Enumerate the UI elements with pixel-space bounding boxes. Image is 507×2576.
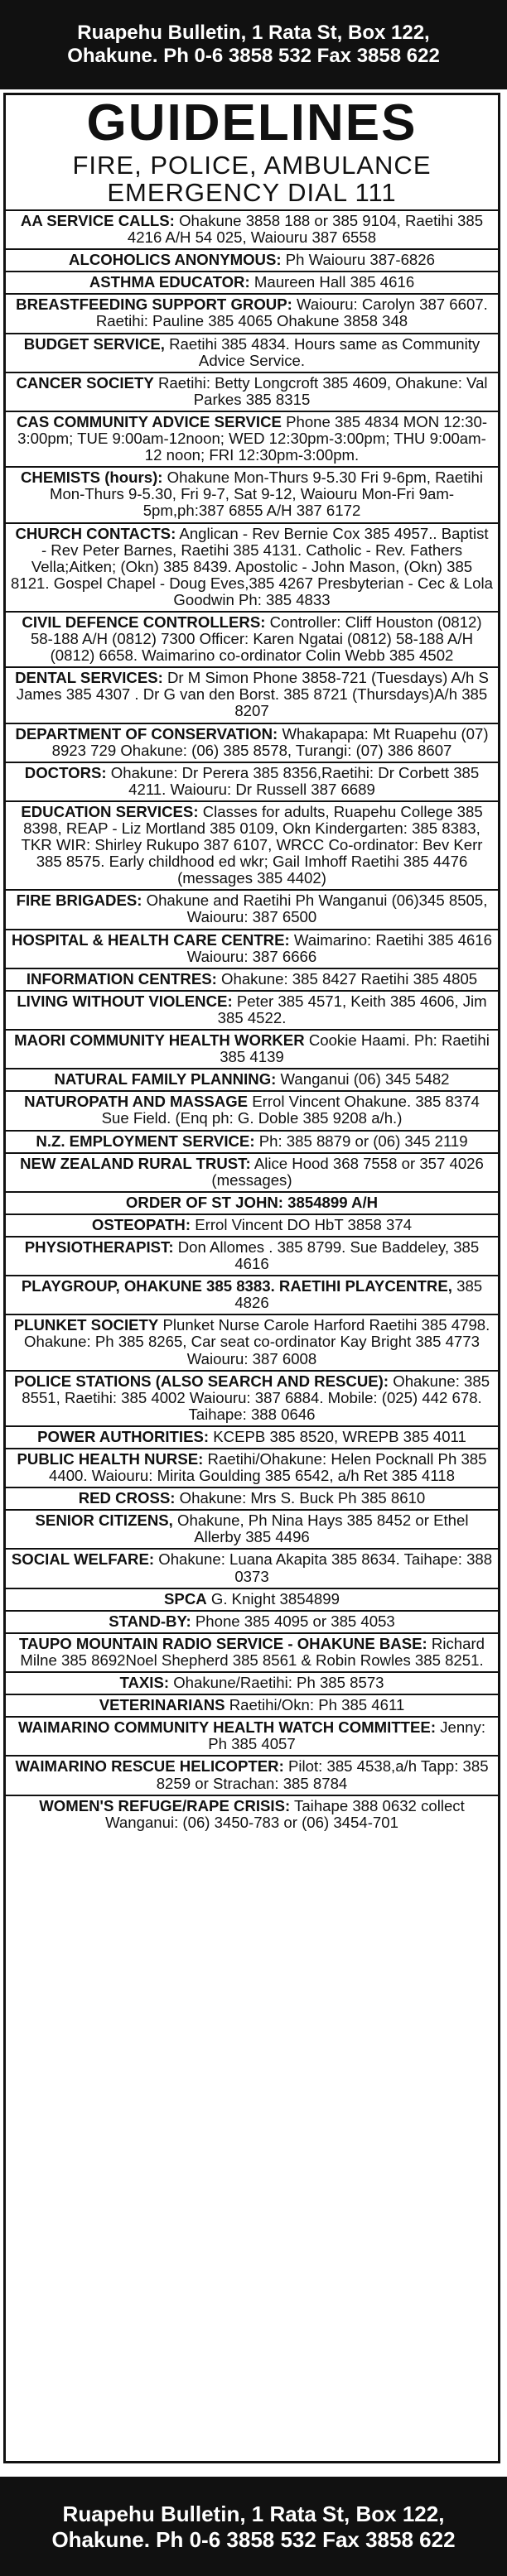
guideline-entry — [6, 1755, 498, 1794]
guideline-entry — [6, 1029, 498, 1068]
entry-heading: NATUROPATH AND MASSAGE — [24, 1093, 249, 1111]
entry-heading: HOSPITAL & HEALTH CARE CENTRE: — [11, 930, 290, 949]
guideline-entry — [6, 372, 498, 411]
entry-details: Errol Vincent Ohakune. 385 8374 Sue Field. (Enq ph: G. Doble 385 9208 a/h.) — [101, 1093, 480, 1127]
entry-details: Richard Milne 385 8692Noel Shepherd 385 8561 & Robin Rowles 385 8251. — [20, 1634, 485, 1669]
bottom-banner-line-1: Ruapehu Bulletin, 1 Rata St, Box 122, — [62, 2502, 445, 2526]
entry-details: Ohakune: 385 8551, Raetihi: 385 4002 Waiouru: 387 6884. Mobile: (025) 442 678. Taihape: 388 0646 — [22, 1372, 490, 1423]
entry-details: Whakapapa: Mt Ruapehu (07) 8923 729 Ohakune: (06) 385 8578, Turangi: (07) 386 8607 — [51, 724, 489, 759]
entry-heading: INFORMATION CENTRES: — [26, 969, 217, 988]
entry-details: Ph Waiouru 387-6826 — [285, 251, 435, 269]
entry-details: Ph: 385 8879 or (06) 345 2119 — [258, 1132, 468, 1150]
guideline-entry — [6, 1632, 498, 1671]
guideline-entry — [6, 209, 498, 248]
entry-heading: CIVIL DEFENCE CONTROLLERS: — [22, 613, 266, 631]
entry-details: Ohakune: Luana Akapita 385 8634. Taihape: 388 0373 — [158, 1550, 493, 1585]
guideline-entry — [6, 1548, 498, 1587]
entry-details: Taihape 388 0632 collect Wanganui: (06) 3450-783 or (06) 3454-701 — [105, 1796, 465, 1831]
entry-heading: NEW ZEALAND RURAL TRUST: — [20, 1154, 251, 1172]
guideline-entry — [6, 1610, 498, 1632]
top-banner — [0, 0, 507, 89]
guideline-entry — [6, 1214, 498, 1236]
entry-heading: WOMEN'S REFUGE/RAPE CRISIS: — [39, 1796, 291, 1814]
entry-heading: AA SERVICE CALLS: — [20, 212, 175, 229]
entry-details: Classes for adults, Ruapehu College 385 8398, REAP - Liz Mortland 385 0109, Okn Kindergarten: 385 8383, TKR WIR: Shirley Rukupo 387 6107, WRCC Co-ordinator: Bev Kerr 385 8575. Early childhood ed wkr; Gail Imhoff Raetihi 385 4476 (messages 385 4402) — [21, 802, 483, 887]
top-banner-line-1: Ruapehu Bulletin, 1 Rata St, Box 122, — [77, 22, 430, 44]
entry-heading: PUBLIC HEALTH NURSE: — [17, 1450, 204, 1468]
entry-details: Controller: Cliff Houston (0812) 58-188 A/H (0812) 7300 Officer: Karen Ngatai (0812) 58-188 A/H (0812) 6658. Waimarino co-ordinator Colin Webb 385 4502 — [30, 613, 482, 665]
entry-details: Pilot: 385 4538,a/h Tapp: 385 8259 or Strachan: 385 8784 — [156, 1757, 489, 1792]
entry-details: Ohakune/Raetihi: Ph 385 8573 — [173, 1674, 384, 1692]
entry-heading: MAORI COMMUNITY HEALTH WORKER — [14, 1031, 305, 1050]
entry-list — [6, 209, 498, 1833]
entry-details: Dr M Simon Phone 3858-721 (Tuesdays) A/h S James 385 4307 . Dr G van den Borst. 385 8721 (Thursdays)A/h 385 8207 — [16, 669, 489, 720]
guideline-entry — [6, 1588, 498, 1610]
entry-details: Wanganui (06) 345 5482 — [280, 1070, 450, 1089]
entry-details: Raetihi: Betty Longcroft 385 4609, Ohakune: Val Parkes 385 8315 — [157, 373, 488, 408]
guideline-entry — [6, 1487, 498, 1509]
entry-details: Raetihi/Ohakune: Helen Pocknall Ph 385 4400. Waiouru: Mirita Goulding 385 6542, a/h Ret 385 4118 — [49, 1450, 487, 1485]
entry-heading: EDUCATION SERVICES: — [21, 802, 199, 820]
guideline-entry — [6, 248, 498, 271]
guideline-entry — [6, 1370, 498, 1425]
entry-heading: BUDGET SERVICE, — [23, 334, 165, 353]
entry-details: Ohakune: 385 8427 Raetihi 385 4805 — [221, 969, 478, 988]
bottom-banner-line-2: Ohakune. Ph 0-6 3858 532 Fax 3858 622 — [51, 2527, 456, 2552]
entry-heading: ORDER OF ST JOHN: 3854899 A/H — [125, 1193, 379, 1211]
guideline-entry — [6, 990, 498, 1029]
entry-details: Ohakune: Dr Perera 385 8356,Raetihi: Dr Corbett 385 4211. Waiouru: Dr Russell 387 6689 — [110, 763, 480, 798]
guideline-entry — [6, 1716, 498, 1755]
entry-heading: DEPARTMENT OF CONSERVATION: — [15, 724, 278, 743]
guideline-entry — [6, 1448, 498, 1487]
guideline-entry — [6, 1130, 498, 1152]
top-banner-line-2: Ohakune. Ph 0-6 3858 532 Fax 3858 622 — [67, 45, 440, 67]
entry-heading: FIRE BRIGADES: — [16, 892, 142, 910]
emergency-notice: FIRE, POLICE, AMBULANCE EMERGENCY DIAL 111 — [72, 151, 432, 207]
entry-heading: WAIMARINO RESCUE HELICOPTER: — [15, 1757, 284, 1776]
entry-heading: STAND-BY: — [109, 1612, 191, 1630]
entry-heading: SPCA — [164, 1589, 207, 1608]
entry-details: Maureen Hall 385 4616 — [254, 273, 415, 291]
entry-details: Phone 385 4834 MON 12:30-3:00pm; TUE 9:00am-12noon; WED 12:30pm-3:00pm; THU 9:00am-12 noon; FRI 12:30pm-3:00pm. — [17, 412, 488, 464]
guideline-entry — [6, 723, 498, 762]
entry-details: Ohakune: Mrs S. Buck Ph 385 8610 — [179, 1489, 426, 1507]
guideline-entry — [6, 1509, 498, 1548]
guideline-entry — [6, 800, 498, 889]
guideline-entry — [6, 1191, 498, 1214]
guideline-entry — [6, 666, 498, 722]
entry-heading: RED CROSS: — [78, 1489, 176, 1507]
entry-heading: PLUNKET SOCIETY — [13, 1316, 159, 1334]
guideline-entry — [6, 1314, 498, 1369]
entry-details: Raetihi 385 4834. Hours same as Community Advice Service. — [169, 334, 480, 369]
entry-heading: TAXIS: — [119, 1674, 170, 1692]
entry-details: Peter 385 4571, Keith 385 4606, Jim 385 4522. — [217, 992, 487, 1026]
guideline-entry — [6, 929, 498, 968]
page-title: GUIDELINES — [86, 94, 418, 151]
guideline-entry — [6, 968, 498, 990]
guidelines-box — [3, 93, 500, 2463]
entry-heading: DOCTORS: — [24, 763, 107, 781]
entry-heading: SOCIAL WELFARE: — [11, 1550, 155, 1569]
entry-details: G. Knight 3854899 — [210, 1589, 340, 1608]
entry-details: Plunket Nurse Carole Harford Raetihi 385 4798. Ohakune: Ph 385 8265, Car seat co-ordinator Kay Bright 385 4773 Waiouru: 387 6008 — [24, 1316, 490, 1367]
entry-heading: CANCER SOCIETY — [16, 373, 154, 392]
entry-details: Waiouru: Carolyn 387 6607. Raetihi: Pauline 385 4065 Ohakune 3858 348 — [95, 296, 488, 330]
entry-heading: POWER AUTHORITIES: — [37, 1427, 210, 1445]
entry-heading: CHURCH CONTACTS: — [15, 524, 176, 542]
entry-heading: SENIOR CITIZENS, — [35, 1511, 173, 1530]
guideline-entry — [6, 1068, 498, 1090]
entry-heading: VETERINARIANS — [99, 1696, 225, 1714]
entry-details: Phone 385 4095 or 385 4053 — [195, 1612, 395, 1630]
guideline-entry — [6, 1236, 498, 1275]
guideline-entry — [6, 333, 498, 372]
guideline-entry — [6, 522, 498, 611]
guideline-entry — [6, 1425, 498, 1448]
entry-heading: BREASTFEEDING SUPPORT GROUP: — [16, 296, 292, 314]
bottom-banner — [0, 2477, 507, 2576]
entry-heading: NATURAL FAMILY PLANNING: — [54, 1070, 277, 1089]
guideline-entry — [6, 889, 498, 928]
entry-details: Don Allomes . 385 8799. Sue Baddeley, 385 4616 — [177, 1238, 480, 1273]
entry-heading: PLAYGROUP, OHAKUNE 385 8383. RAETIHI PLAYCENTRE, — [21, 1277, 452, 1295]
entry-details: Waimarino: Raetihi 385 4616 Waiouru: 387 6666 — [186, 930, 492, 965]
entry-details: Alice Hood 368 7558 or 357 4026 (messages) — [211, 1154, 484, 1189]
entry-details: Ohakune Mon-Thurs 9-5.30 Fri 9-6pm, Raetihi Mon-Thurs 9-5.30, Fri 9-7, Sat 9-12, Waiouru Mon-Fri 9am-5pm,ph:387 6855 A/H 387 6172 — [49, 469, 483, 520]
entry-details: Ohakune and Raetihi Ph Wanganui (06)345 8505, Waiouru: 387 6500 — [146, 892, 488, 926]
guideline-entry — [6, 762, 498, 800]
guideline-entry — [6, 411, 498, 466]
entry-heading: DENTAL SERVICES: — [15, 669, 163, 687]
entry-heading: CHEMISTS (hours): — [21, 469, 163, 487]
guideline-entry — [6, 1671, 498, 1694]
entry-heading: N.Z. EMPLOYMENT SERVICE: — [36, 1132, 255, 1150]
guideline-entry — [6, 1152, 498, 1191]
entry-details: 385 4826 — [234, 1277, 483, 1312]
entry-heading: WAIMARINO COMMUNITY HEALTH WATCH COMMITTEE: — [17, 1718, 437, 1737]
entry-heading: ASTHMA EDUCATOR: — [89, 273, 250, 291]
entry-heading: PHYSIOTHERAPIST: — [24, 1238, 174, 1256]
guideline-entry — [6, 271, 498, 293]
guideline-entry — [6, 1090, 498, 1129]
guideline-entry — [6, 293, 498, 332]
entry-heading: OSTEOPATH: — [91, 1215, 191, 1233]
entry-details: Jenny: Ph 385 4057 — [208, 1718, 485, 1753]
entry-details: Ohakune, Ph Nina Hays 385 8452 or Ethel Allerby 385 4496 — [177, 1511, 469, 1546]
entry-details: Errol Vincent DO HbT 3858 374 — [195, 1215, 413, 1233]
entry-heading: LIVING WITHOUT VIOLENCE: — [17, 992, 233, 1010]
entry-details: Ohakune 3858 188 or 385 9104, Raetihi 385 4216 A/H 54 025, Waiouru 387 6558 — [127, 212, 484, 247]
entry-heading: ALCOHOLICS ANONYMOUS: — [69, 251, 282, 269]
guideline-entry — [6, 466, 498, 521]
entry-details: Raetihi/Okn: Ph 385 4611 — [229, 1696, 405, 1714]
entry-heading: TAUPO MOUNTAIN RADIO SERVICE - OHAKUNE BASE: — [18, 1634, 427, 1652]
entry-heading: POLICE STATIONS (ALSO SEARCH AND RESCUE): — [13, 1372, 389, 1390]
entry-details: Cookie Haami. Ph: Raetihi 385 4139 — [220, 1031, 490, 1066]
guideline-entry — [6, 1694, 498, 1716]
guideline-entry — [6, 1795, 498, 1833]
entry-details: Anglican - Rev Bernie Cox 385 4957.. Baptist - Rev Peter Barnes, Raetihi 385 4131. Catholic - Rev. Fathers Vella;Aitken; (Okn) 385 8439. Apostolic - John Mason, (Okn) 385 8121. Gospel Chapel - Doug Eves,385 4267 Presbyterian - Cec & Lola Goodwin Ph: 385 4833 — [11, 524, 493, 608]
guideline-entry — [6, 1275, 498, 1314]
entry-details: KCEPB 385 8520, WREPB 385 4011 — [213, 1427, 466, 1445]
entry-heading: CAS COMMUNITY ADVICE SERVICE — [16, 412, 282, 430]
guideline-entry — [6, 611, 498, 666]
